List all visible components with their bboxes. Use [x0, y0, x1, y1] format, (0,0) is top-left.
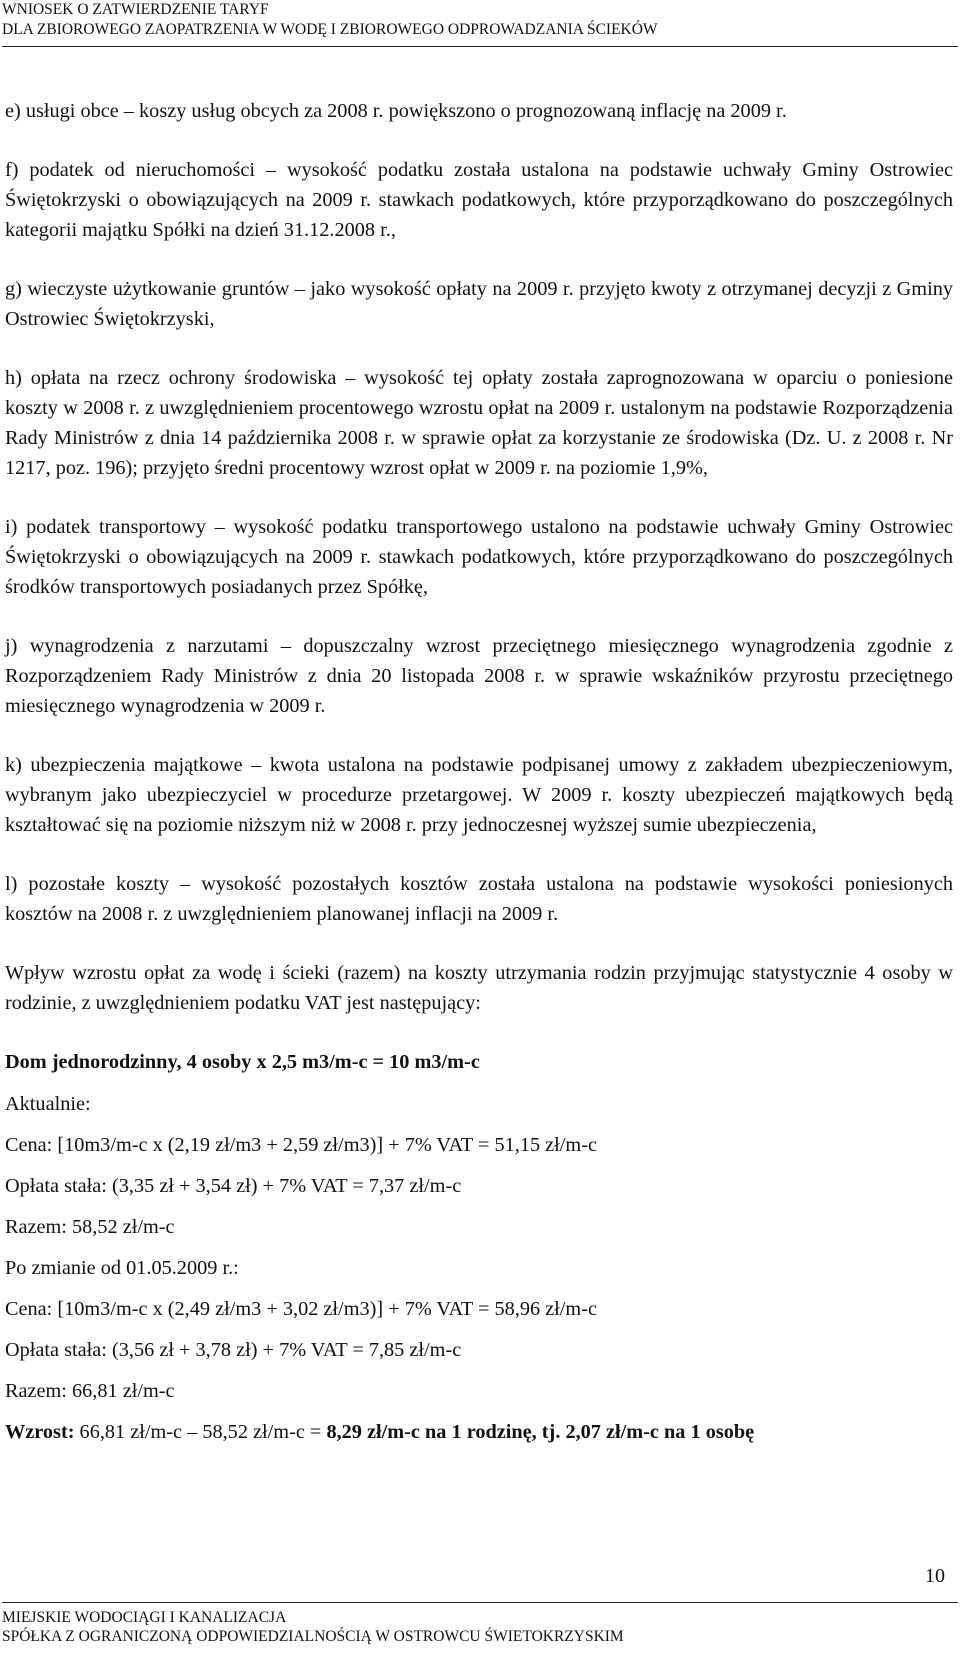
paragraph-j: j) wynagrodzenia z narzutami – dopuszczalny wzrost przeciętnego miesięcznego wynagrodzenia zgodnie z Rozporządzeniem Rady Ministrów z dnia 20 listopada 2008 r. w sprawie wskaźników przyrostu przeciętnego miesięcznego wynagrodzenia w 2009 r.: [5, 635, 953, 717]
paragraph-f: f) podatek od nieruchomości – wysokość podatku została ustalona na podstawie uchwały Gminy Ostrowiec Świętokrzyski o obowiązujących na 2009 r. stawkach podatkowych, które przyporządkowano do poszczególnych kategorii majątku Spółki na dzień 31.12.2008 r.,: [5, 159, 953, 241]
paragraph-k: k) ubezpieczenia majątkowe – kwota ustalona na podstawie podpisanej umowy z zakładem ubezpieczeniowym, wybranym jako ubezpieczyciel w procedurze przetargowej. W 2009 r. koszty ubezpieczeń majątkowych będą kształtować się na poziomie niższym niż w 2008 r. przy jednoczesnej wyższej sumie ubezpieczenia,: [5, 754, 953, 836]
paragraph-l: l) pozostałe koszty – wysokość pozostałych kosztów została ustalona na podstawie wysokości poniesionych kosztów na 2008 r. z uwzględnieniem planowanej inflacji na 2009 r.: [5, 873, 953, 925]
growth-label: Wzrost:: [5, 1421, 75, 1443]
growth-summary: [5, 1417, 953, 1447]
growth-values: 66,81 zł/m-c – 58,52 zł/m-c =: [79, 1421, 322, 1443]
paragraph-e: e) usługi obce – koszy usług obcych za 2008 r. powiększono o prognozowaną inflację na 2009 r.: [5, 100, 787, 122]
header-divider: [2, 46, 958, 47]
document-body: [5, 96, 953, 1458]
paragraph-i: i) podatek transportowy – wysokość podatku transportowego ustalono na podstawie uchwały Gminy Ostrowiec Świętokrzyski o obowiązujących na 2009 r. stawkach podatkowych, które przyporządkowano do poszczególnych środków transportowych posiadanych przez Spółkę,: [5, 516, 953, 598]
calc-line-new-total: Razem: 66,81 zł/m-c: [5, 1380, 175, 1402]
calc-line-current-total: Razem: 58,52 zł/m-c: [5, 1216, 175, 1238]
footer-company-name: MIEJSKIE WODOCIĄGI I KANALIZACJA: [2, 1609, 287, 1626]
paragraph-h: h) opłata na rzecz ochrony środowiska – wysokość tej opłaty została zaprognozowana w oparciu o poniesione koszty w 2008 r. z uwzględnieniem procentowego wzrostu opłat na 2009 r. ustalonym na podstawie Rozporządzenia Rady Ministrów z dnia 14 października 2008 r. w sprawie opłat za korzystanie ze środowiska (Dz. U. z 2008 r. Nr 1217, poz. 196); przyjęto średni procentowy wzrost opłat w 2009 r. na poziomie 1,9%,: [5, 367, 953, 479]
calc-line-current-price: Cena: [10m3/m-c x (2,19 zł/m3 + 2,59 zł/m3)] + 7% VAT = 51,15 zł/m-c: [5, 1134, 597, 1156]
page-number: 10: [925, 1565, 945, 1587]
paragraph-impact: Wpływ wzrostu opłat za wodę i ścieki (razem) na koszty utrzymania rodzin przyjmując statystycznie 4 osoby w rodzinie, z uwzględnieniem podatku VAT jest następujący:: [5, 962, 953, 1014]
page-header: [2, 0, 960, 40]
footer-divider: [2, 1602, 958, 1603]
calc-line-new-price: Cena: [10m3/m-c x (2,49 zł/m3 + 3,02 zł/m3)] + 7% VAT = 58,96 zł/m-c: [5, 1298, 597, 1320]
calc-line-current-label: Aktualnie:: [5, 1093, 91, 1115]
paragraph-g: g) wieczyste użytkowanie gruntów – jako wysokość opłaty na 2009 r. przyjęto kwoty z otrzymanej decyzji z Gminy Ostrowiec Świętokrzyski,: [5, 278, 953, 330]
calc-line-current-fixed-fee: Opłata stała: (3,35 zł + 3,54 zł) + 7% VAT = 7,37 zł/m-c: [5, 1175, 462, 1197]
header-title: WNIOSEK O ZATWIERDZENIE TARYF: [2, 1, 269, 18]
header-subtitle: DLA ZBIOROWEGO ZAOPATRZENIA W WODĘ I ZBIOROWEGO ODPROWADZANIA ŚCIEKÓW: [2, 21, 658, 38]
page-footer: [2, 1608, 960, 1646]
growth-result: 8,29 zł/m-c na 1 rodzinę, tj. 2,07 zł/m-c na 1 osobę: [326, 1421, 755, 1443]
footer-company-form: SPÓŁKA Z OGRANICZONĄ ODPOWIEDZIALNOŚCIĄ W OSTROWCU ŚWIETOKRZYSKIM: [2, 1628, 624, 1645]
cost-calculation: [5, 1047, 953, 1447]
calculation-heading: Dom jednorodzinny, 4 osoby x 2,5 m3/m-c = 10 m3/m-c: [5, 1051, 480, 1073]
calc-line-new-fixed-fee: Opłata stała: (3,56 zł + 3,78 zł) + 7% VAT = 7,85 zł/m-c: [5, 1339, 462, 1361]
calc-line-after-change-label: Po zmianie od 01.05.2009 r.:: [5, 1257, 239, 1279]
